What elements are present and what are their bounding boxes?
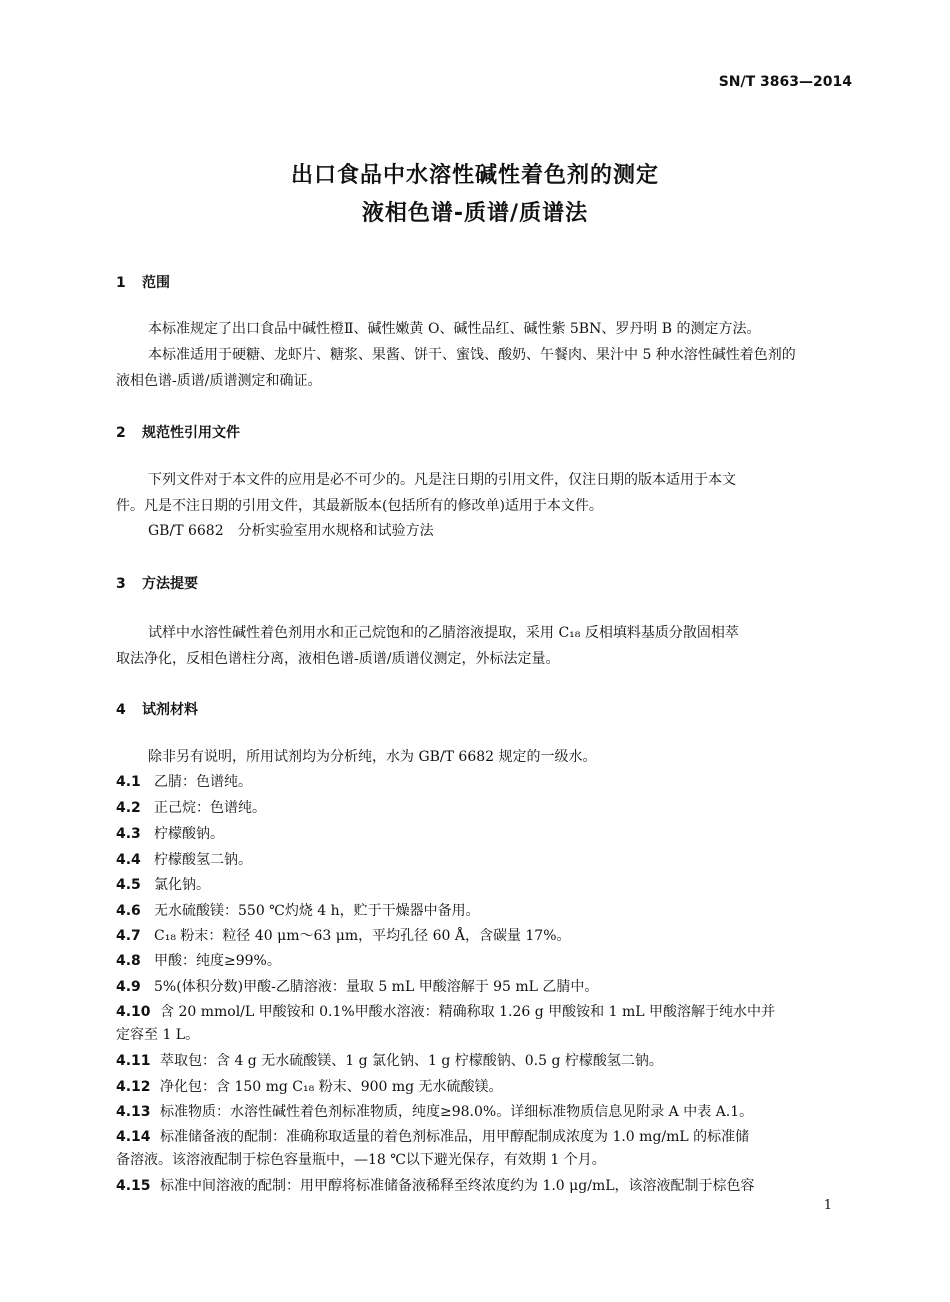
list-item: 4.15 标准中间溶液的配制：用甲醇将标准储备液稀释至终浓度约为 1.0 μg/mL，该溶液配制于棕色容 <box>116 1178 755 1194</box>
section-title: 规范性引用文件 <box>142 425 240 441</box>
section-number: 2 <box>116 425 126 441</box>
normative-reference: GB/T 6682 分析实验室用水规格和试验方法 <box>148 523 434 539</box>
list-item-continuation: 定容至 1 L。 <box>116 1027 200 1043</box>
section-1-paragraph-1: 本标准规定了出口食品中碱性橙Ⅱ、碱性嫩黄 O、碱性品红、碱性紫 5BN、罗丹明 B 的测定方法。 <box>148 321 761 337</box>
section-3-paragraph-1b: 取法净化，反相色谱柱分离，液相色谱-质谱/质谱仪测定，外标法定量。 <box>116 651 560 667</box>
list-item: 4.2 正己烷：色谱纯。 <box>116 800 266 816</box>
section-number: 1 <box>116 275 126 291</box>
list-item: 4.4 柠檬酸氢二钠。 <box>116 852 252 868</box>
section-4-heading <box>116 699 198 719</box>
section-1-paragraph-2b: 液相色谱-质谱/质谱测定和确证。 <box>116 373 322 389</box>
list-item: 4.5 氯化钠。 <box>116 877 210 893</box>
list-item: 4.10 含 20 mmol/L 甲酸铵和 0.1%甲酸水溶液：精确称取 1.26 g 甲酸铵和 1 mL 甲酸溶解于纯水中并 <box>116 1004 775 1020</box>
list-item: 4.1 乙腈：色谱纯。 <box>116 774 252 790</box>
section-3-paragraph-1a: 试样中水溶性碱性着色剂用水和正己烷饱和的乙腈溶液提取，采用 C₁₈ 反相填料基质分散固相萃 <box>148 625 739 641</box>
section-2-paragraph-1a: 下列文件对于本文件的应用是必不可少的。凡是注日期的引用文件，仅注日期的版本适用于本文 <box>148 472 736 488</box>
section-title: 方法提要 <box>142 576 198 592</box>
section-title: 范围 <box>142 275 170 291</box>
title-line-2: 液相色谱-质谱/质谱法 <box>361 201 589 226</box>
list-item: 4.11 萃取包：含 4 g 无水硫酸镁、1 g 氯化钠、1 g 柠檬酸钠、0.5 g 柠檬酸氢二钠。 <box>116 1053 663 1069</box>
section-4-intro: 除非另有说明，所用试剂均为分析纯，水为 GB/T 6682 规定的一级水。 <box>148 749 597 765</box>
list-item: 4.13 标准物质：水溶性碱性着色剂标准物质，纯度≥98.0%。详细标准物质信息见附录 A 中表 A.1。 <box>116 1104 754 1120</box>
list-item: 4.7 C₁₈ 粉末：粒径 40 μm～63 μm，平均孔径 60 Å，含碳量 17%。 <box>116 928 571 944</box>
list-item: 4.14 标准储备液的配制：准确称取适量的着色剂标准品，用甲醇配制成浓度为 1.0 mg/mL 的标准储 <box>116 1129 750 1145</box>
section-title: 试剂材料 <box>142 702 198 718</box>
list-item: 4.6 无水硫酸镁：550 ℃灼烧 4 h，贮于干燥器中备用。 <box>116 903 480 919</box>
page-number: 1 <box>823 1198 832 1213</box>
section-number: 4 <box>116 702 126 718</box>
list-item-continuation: 备溶液。该溶液配制于棕色容量瓶中，—18 ℃以下避光保存，有效期 1 个月。 <box>116 1152 606 1168</box>
section-number: 3 <box>116 576 126 592</box>
standard-code: SN/T 3863—2014 <box>718 74 852 90</box>
list-item: 4.3 柠檬酸钠。 <box>116 826 224 842</box>
section-2-heading <box>116 422 240 442</box>
list-item: 4.12 净化包：含 150 mg C₁₈ 粉末、900 mg 无水硫酸镁。 <box>116 1079 503 1095</box>
section-3-heading <box>116 573 198 593</box>
list-item: 4.9 5%(体积分数)甲酸-乙腈溶液：量取 5 mL 甲酸溶解于 95 mL 乙腈中。 <box>116 979 599 995</box>
section-1-paragraph-2a: 本标准适用于硬糖、龙虾片、糖浆、果酱、饼干、蜜饯、酸奶、午餐肉、果汁中 5 种水溶性碱性着色剂的 <box>148 347 796 363</box>
section-1-heading <box>116 272 170 292</box>
list-item: 4.8 甲酸：纯度≥99%。 <box>116 953 281 969</box>
title-line-1: 出口食品中水溶性碱性着色剂的测定 <box>290 163 659 188</box>
section-2-paragraph-1b: 件。凡是不注日期的引用文件，其最新版本(包括所有的修改单)适用于本文件。 <box>116 498 603 514</box>
